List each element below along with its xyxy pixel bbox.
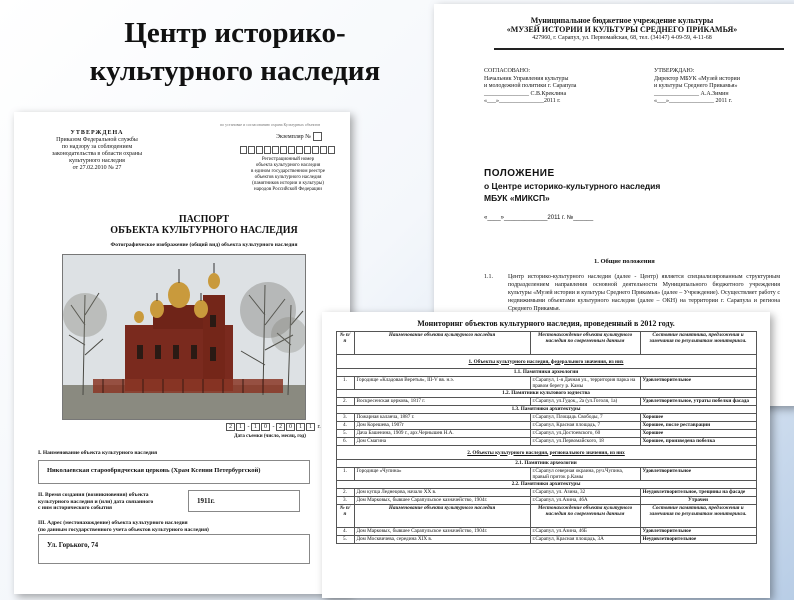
- table-cell: Удовлетворительное: [640, 468, 756, 481]
- photo-date: 2 1 - 1 0 - 2 0 1 1 г.: [226, 423, 321, 431]
- table-cell: 4.: [336, 422, 354, 430]
- agreed-line: «___»_______________2011 г.: [484, 98, 561, 104]
- copy-box: [313, 132, 322, 141]
- table-cell: Хорошее: [640, 414, 756, 422]
- date-label: Дата съемки (число, месяц, год): [234, 434, 306, 439]
- group-row-cell: 2. Объекты культурного наследия, регионального значения, из них: [336, 446, 756, 460]
- approved-line: УТВЕРЖДАЮ:: [654, 68, 695, 74]
- agreed-block: [484, 68, 644, 106]
- table-row: [336, 497, 756, 505]
- tiny-header: по установке и согласованию охрана Культурных объектов: [220, 122, 321, 127]
- approved-line: Директор МБУК «Музей истории: [654, 75, 740, 82]
- slide-title-line2: культурного наследия: [89, 55, 381, 87]
- table-cell: г.Сарапул, ул.Азина, 46Б: [530, 528, 640, 536]
- approved-line: «___»_______________ 2011 г.: [654, 98, 733, 104]
- table-header-cell: Местонахождение объекта культурного наследия по современным данным: [530, 332, 640, 355]
- table-header-cell: Состояние памятника, предложения и замечания по результатам мониторинга.: [640, 332, 756, 355]
- passport-title-line1: ПАСПОРТ: [178, 214, 230, 225]
- table-row: [336, 528, 756, 536]
- monitoring-table: [336, 331, 757, 544]
- table-row: [336, 422, 756, 430]
- table-cell: 5.: [336, 536, 354, 544]
- table-cell: Хорошее: [640, 430, 756, 438]
- agreed-line: и молодежной политики г. Сарапула: [484, 83, 577, 89]
- table-header-row: [336, 332, 756, 355]
- subgroup-row-cell: 1.1. Памятники археологии: [336, 369, 756, 377]
- table-header-cell: Наименование объекта культурного наследия: [354, 505, 530, 528]
- table-cell: Дом Марковых, бывшее Сарапульское казначейство, 1904г.: [354, 528, 530, 536]
- table-cell: Неудовлетворительное, трещины на фасаде: [640, 489, 756, 497]
- subgroup-row-cell: 2.1. Памятник археологии: [336, 460, 756, 468]
- approval-stamp: [28, 130, 166, 172]
- address-field: Ул. Горького, 74: [38, 534, 310, 564]
- date-digit: 1: [236, 423, 245, 431]
- table-cell: Дом Смагина: [354, 438, 530, 446]
- section-time-line: II. Время создания (возникновения) объекта: [38, 492, 149, 498]
- table-row: [336, 377, 756, 390]
- table-header-cell: Состояние памятника, предложения и замечания по результатам мониторинга.: [640, 505, 756, 528]
- date-digit: 2: [276, 423, 285, 431]
- table-header-cell: Наименование объекта культурного наследия: [354, 332, 530, 355]
- approval-line: законодательства в области охраны: [51, 151, 143, 157]
- section-time-line: культурного наследия и (или) дата связанного: [38, 498, 154, 505]
- table-row: [336, 536, 756, 544]
- registration-cells: [236, 146, 340, 154]
- table-cell: г.Сарапул, Площадь Свободы, 7: [530, 414, 640, 422]
- passport-title: [54, 214, 350, 236]
- table-row: [336, 398, 756, 406]
- approval-title: УТВЕРЖДЕНА: [70, 130, 124, 136]
- section-address-heading: [38, 520, 209, 533]
- paragraph: [484, 273, 780, 313]
- subgroup-row: [336, 390, 756, 398]
- approval-line: Приказом Федеральной службы: [56, 137, 138, 143]
- section-time-line: с ним исторического события: [38, 505, 112, 511]
- approved-block: [654, 68, 794, 106]
- date-digit: 1: [306, 423, 315, 431]
- passport-title-line2: ОБЪЕКТА КУЛЬТУРНОГО НАСЛЕДИЯ: [110, 225, 298, 236]
- table-cell: Удовлетворительное: [640, 528, 756, 536]
- section-time-heading: [38, 492, 153, 512]
- slide-title: [70, 14, 400, 90]
- date-suffix: г.: [317, 424, 321, 430]
- table-cell: г.Сарапул, Красная площадь, 7: [530, 422, 640, 430]
- table-cell: г.Сарапул, ул.Первомайского, 18: [530, 438, 640, 446]
- regulation-org: МБУК «МИКСП»: [484, 193, 550, 203]
- church-photo: [62, 254, 306, 420]
- table-cell: Пожарная каланча, 1887 г.: [354, 414, 530, 422]
- subgroup-row-cell: 1.2. Памятники культового зодчества: [336, 390, 756, 398]
- creation-time-field: 1911г.: [188, 490, 300, 512]
- monitoring-document: [322, 312, 770, 598]
- table-header-cell: № п/п: [336, 332, 354, 355]
- table-row: [336, 489, 756, 497]
- table-cell: Дом Корешева, 1907г: [354, 422, 530, 430]
- slide-title-line1: Центр историко-: [124, 17, 346, 49]
- table-cell: г.Сарапул, ул.Азина, 46А: [530, 497, 640, 505]
- reg-line: в едином государственном реестре: [250, 169, 325, 174]
- subgroup-row-cell: 2.2. Памятники архитектуры: [336, 481, 756, 489]
- section-address-line: III. Адрес (местонахождение) объекта культурного наследия: [38, 520, 188, 526]
- table-row: [336, 430, 756, 438]
- table-row: [336, 414, 756, 422]
- subgroup-row: [336, 481, 756, 489]
- church-illustration: [63, 255, 305, 419]
- table-cell: г.Сарапул, Красная площадь, 3А: [530, 536, 640, 544]
- table-row: [336, 468, 756, 481]
- table-cell: Хорошее, после реставрации: [640, 422, 756, 430]
- table-cell: Воскресенская церковь, 1817 г.: [354, 398, 530, 406]
- table-cell: г.Сарапул, 1-я Дачная ул., территория парка на правом берегу р. Камы: [530, 377, 640, 390]
- table-row: [336, 438, 756, 446]
- table-cell: Неудовлетворительное: [640, 536, 756, 544]
- table-cell: Удовлетворительное: [640, 377, 756, 390]
- table-header-row: [336, 505, 756, 528]
- subgroup-row: [336, 406, 756, 414]
- table-cell: Городище «Кладовая Веретья», III-V вв. н.э.: [354, 377, 530, 390]
- copy-label: Экземпляр №: [276, 133, 311, 140]
- table-cell: 3.: [336, 414, 354, 422]
- regulation-title-block: [484, 168, 660, 224]
- regulation-title: ПОЛОЖЕНИЕ: [484, 168, 555, 179]
- approved-line: _______________ А.А.Зимин: [654, 90, 729, 97]
- table-cell: г.Сарапул, ул.Достоевского, 60: [530, 430, 640, 438]
- table-cell: 2.: [336, 489, 354, 497]
- passport-document: [14, 112, 350, 594]
- table-cell: Утрачен: [640, 497, 756, 505]
- table-cell: г.Сарапул, ул. Азина, 32: [530, 489, 640, 497]
- object-name-field: Николаевская старообрядческая церковь (Храм Ксении Петербургской): [38, 460, 310, 484]
- table-cell: Дача Башенина, 1909 г., арх.Чернышев Н.А.: [354, 430, 530, 438]
- agreed-line: _______________ С.В.Креклина: [484, 90, 567, 97]
- approval-line: культурного наследия: [69, 158, 125, 164]
- regulation-subtitle: о Центре историко-культурного наследия: [484, 181, 661, 191]
- reg-line: Регистрационный номер: [261, 157, 315, 162]
- date-digit: 1: [251, 423, 260, 431]
- table-cell: 4.: [336, 528, 354, 536]
- reg-line: народов Российской Федерации: [254, 187, 322, 192]
- section-name-heading: I. Наименование объекта культурного наследия: [38, 450, 158, 456]
- photo-caption: Фотографическое изображение (общий вид) объекта культурного наследия: [110, 242, 298, 248]
- date-digit: 1: [296, 423, 305, 431]
- table-cell: Удовлетворительное, утраты побелки фасада: [640, 398, 756, 406]
- date-digit: 0: [286, 423, 295, 431]
- date-digit: 0: [261, 423, 270, 431]
- table-header-cell: Местонахождение объекта культурного наследия по современным данным: [530, 505, 640, 528]
- table-cell: 6.: [336, 438, 354, 446]
- paragraph-text: Центр историко-культурного наследия (далее - Центр) является специализированным структурным подразделением направления основной деятельности Муниципального бюджетного учреждения культуры «Музей истории и культуры Среднего Прикамья» (далее – Учреждение). Осуществляет работу с недвижимыми объектами культурного наследия (далее – ОКН) на территории г. Сарапула и региона Среднего Прикамья.: [508, 274, 780, 312]
- subgroup-row: [336, 369, 756, 377]
- reg-line: (памятников истории и культуры): [252, 181, 324, 186]
- table-cell: г.Сарапул, ул.Гудок,, 2а (ул.Гоголя, 1а): [530, 398, 640, 406]
- group-row-cell: 1. Объекты культурного наследия, федерального значения, из них: [336, 355, 756, 369]
- paragraph-number: 1.1.: [484, 274, 493, 280]
- table-cell: 2.: [336, 398, 354, 406]
- header-divider: [494, 48, 784, 50]
- subgroup-row-cell: 1.3. Памятники архитектуры: [336, 406, 756, 414]
- date-digit: 2: [226, 423, 235, 431]
- table-cell: г.Сарапул северная окраина, руч.Чупина, правый приток р.Камы: [530, 468, 640, 481]
- table-cell: Дом Марковых, бывшее Сарапульское казначейство, 1904г.: [354, 497, 530, 505]
- reg-line: объектов культурного наследия: [254, 175, 322, 180]
- copy-number: [276, 132, 322, 141]
- subgroup-row: [336, 460, 756, 468]
- section-heading: 1. Общие положения: [594, 258, 655, 265]
- section-address-line: (по данным государственного учета объектов культурного наследия): [38, 526, 209, 533]
- table-cell: 1.: [336, 468, 354, 481]
- org-header: [454, 16, 790, 43]
- table-cell: 5.: [336, 430, 354, 438]
- table-cell: Хорошее, произведена побелка: [640, 438, 756, 446]
- approved-line: и культуры Среднего Прикамья»: [654, 83, 738, 89]
- table-cell: Дом купца Леднецова, начало XX в.: [354, 489, 530, 497]
- monitoring-title: Мониторинг объектов культурного наследия, проведенный в 2012 году.: [417, 319, 675, 328]
- approval-line: по надзору за соблюдением: [61, 144, 133, 150]
- table-header-cell: № п/п: [336, 505, 354, 528]
- group-row: [336, 446, 756, 460]
- agreed-line: СОГЛАСОВАНО:: [484, 68, 531, 74]
- group-row: [336, 355, 756, 369]
- agreed-line: Начальник Управления культуры: [484, 75, 569, 82]
- registration-number: [236, 146, 340, 193]
- reg-line: объекта культурного наследия: [255, 163, 321, 168]
- table-cell: Городище «Чупина»: [354, 468, 530, 481]
- regulation-number: «____»_____________2011 г. №______: [484, 215, 594, 221]
- org-address: 427960, г. Сарапул, ул. Первомайская, 68, тел. (34147) 4-09-59, 4-11-68: [532, 35, 712, 41]
- table-cell: 1.: [336, 377, 354, 390]
- org-line1: Муниципальное бюджетное учреждение культуры: [530, 16, 714, 25]
- table-cell: Дом Москвичева, середина XIX в.: [354, 536, 530, 544]
- approval-line: от 27.02.2010 № 27: [72, 165, 122, 171]
- table-cell: 3.: [336, 497, 354, 505]
- org-line2: «МУЗЕЙ ИСТОРИИ И КУЛЬТУРЫ СРЕДНЕГО ПРИКАМЬЯ»: [506, 25, 738, 34]
